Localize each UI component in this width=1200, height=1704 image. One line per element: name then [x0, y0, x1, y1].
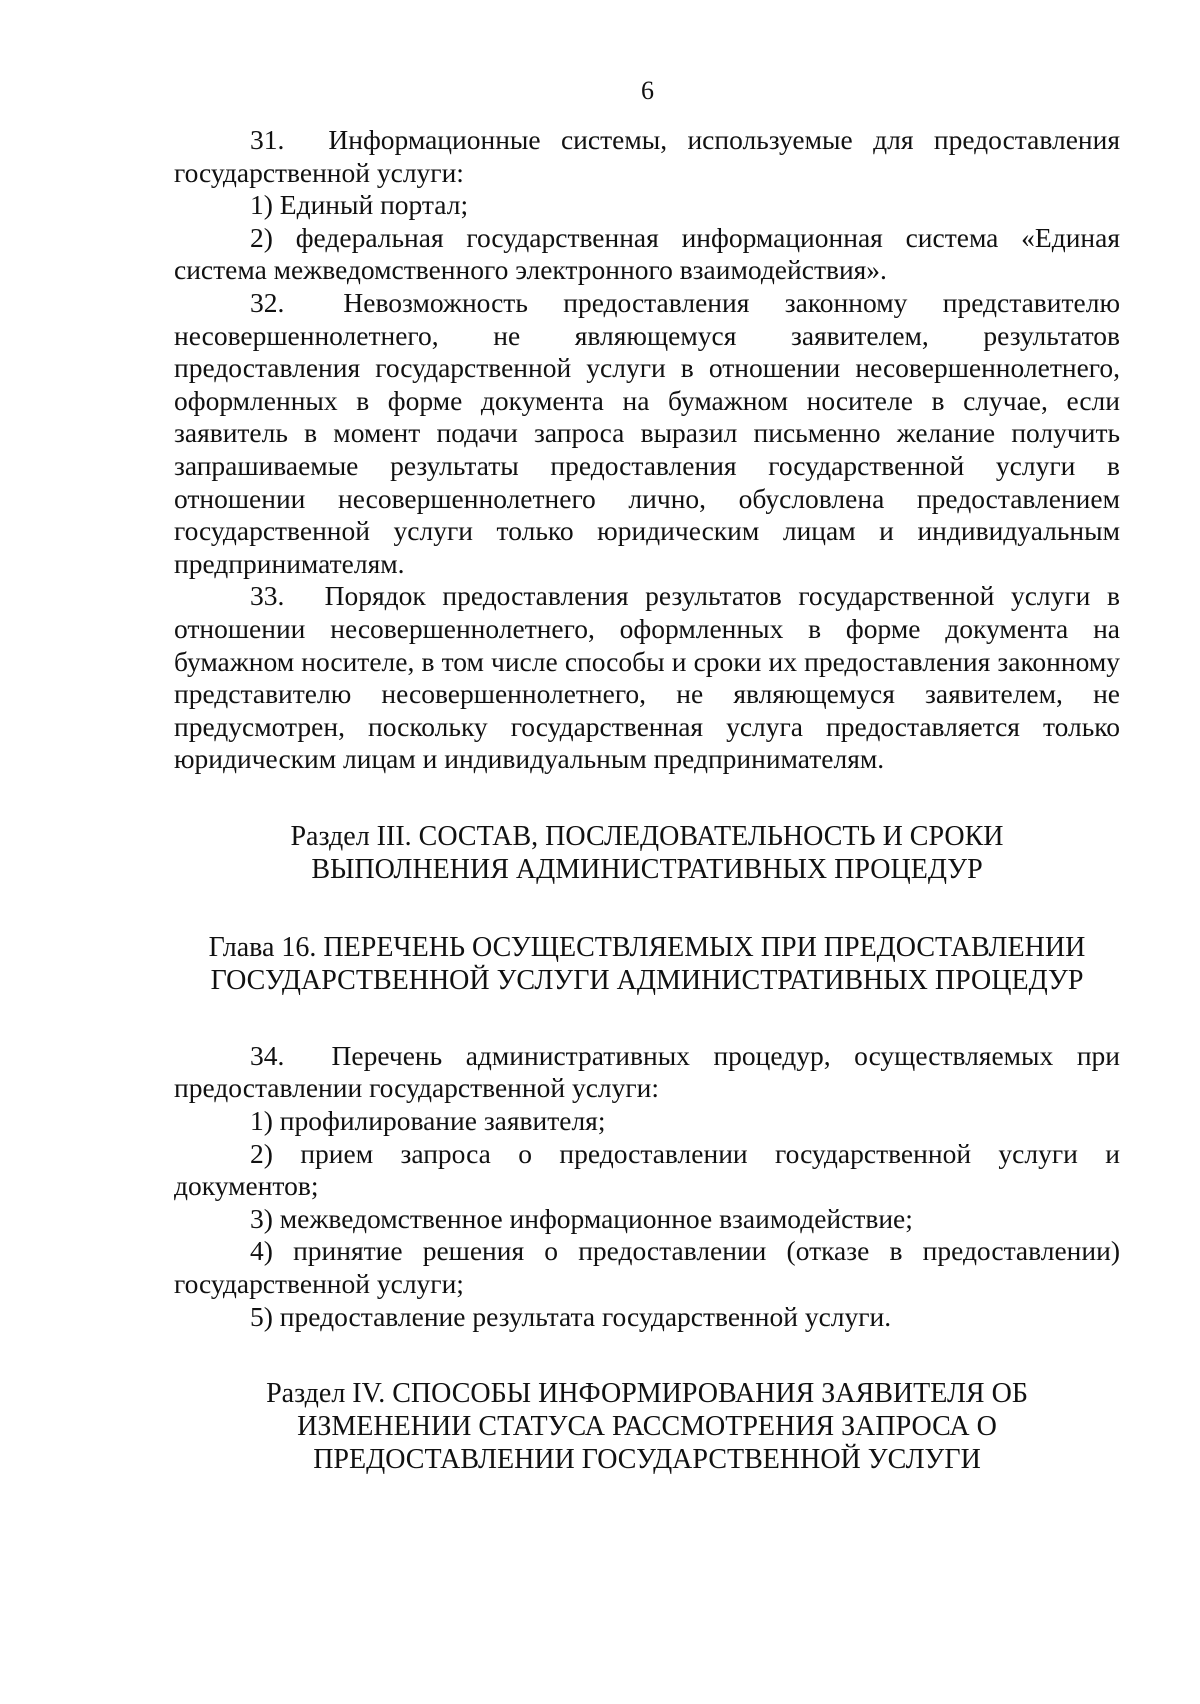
paragraph-number: 31.: [250, 124, 285, 155]
section-heading-4: [174, 1377, 1120, 1476]
heading-line: ГОСУДАРСТВЕННОЙ УСЛУГИ АДМИНИСТРАТИВНЫХ ПРОЦЕДУР: [210, 964, 1084, 996]
section-heading-3: [174, 820, 1120, 886]
list-item-31-2: 2) федеральная государственная информационная система «Единая система межведомственного электронного взаимодействия».: [174, 221, 1120, 286]
document-body: [174, 124, 1120, 1476]
list-item-34-5: 5) предоставление результата государственной услуги.: [250, 1300, 892, 1332]
chapter-heading-16: [174, 931, 1120, 997]
paragraph-number: 34.: [250, 1039, 285, 1071]
heading-line: ИЗМЕНЕНИИ СТАТУСА РАССМОТРЕНИЯ ЗАПРОСА О: [297, 1411, 997, 1443]
list-item-31-1: 1) Единый портал;: [250, 189, 469, 221]
heading-line: Раздел III. СОСТАВ, ПОСЛЕДОВАТЕЛЬНОСТЬ И СРОКИ: [290, 820, 1004, 852]
paragraph-number: 32.: [250, 286, 285, 318]
page-number: 6: [641, 76, 654, 105]
paragraph-34: [174, 1040, 1120, 1105]
paragraph-33: [174, 580, 1120, 776]
heading-line: ПРЕДОСТАВЛЕНИИ ГОСУДАРСТВЕННОЙ УСЛУГИ: [313, 1444, 981, 1476]
paragraph-31: [174, 124, 1120, 189]
paragraph-text: Перечень административных процедур, осуществляемых при предоставлении государственной услуги:: [174, 1039, 1121, 1104]
paragraph-number: 33.: [250, 580, 285, 612]
paragraph-text: Порядок предоставления результатов государственной услуги в отношении несовершеннолетнего, оформленных в форме документа на бумажном носителе, в том числе способы и сроки их предоставления законному представителю несовершеннолетнего, не являющемуся заявителем, не предусмотрен, поскольку государственная услуга предоставляется только юридическим лицам и индивидуальным предпринимателям.: [174, 580, 1120, 775]
paragraph-text: Информационные системы, используемые для предоставления государственной услуги:: [174, 124, 1120, 188]
heading-line: Раздел IV. СПОСОБЫ ИНФОРМИРОВАНИЯ ЗАЯВИТЕЛЯ ОБ: [266, 1378, 1028, 1410]
list-item-34-3: 3) межведомственное информационное взаимодействие;: [250, 1202, 913, 1234]
list-item-34-4: 4) принятие решения о предоставлении (отказе в предоставлении) государственной услуги;: [174, 1235, 1120, 1300]
list-item-34-1: 1) профилирование заявителя;: [250, 1105, 606, 1137]
list-item-34-2: 2) прием запроса о предоставлении государственной услуги и документов;: [174, 1137, 1120, 1202]
paragraph-32: [174, 287, 1120, 580]
heading-line: Глава 16. ПЕРЕЧЕНЬ ОСУЩЕСТВЛЯЕМЫХ ПРИ ПРЕДОСТАВЛЕНИИ: [208, 931, 1086, 963]
heading-line: ВЫПОЛНЕНИЯ АДМИНИСТРАТИВНЫХ ПРОЦЕДУР: [311, 853, 983, 885]
paragraph-text: Невозможность предоставления законному представителю несовершеннолетнего, не являющемуся заявителем, результатов предоставления государственной услуги в отношении несовершеннолетнего, оформленных в форме документа на бумажном носителе в случае, если заявитель в момент подачи запроса выразил письменно желание получить запрашиваемые результаты предоставления государственной услуги в отношении несовершеннолетнего лично, обусловлена предоставлением государственной услуги только юридическим лицам и индивидуальным предпринимателям.: [174, 286, 1120, 579]
